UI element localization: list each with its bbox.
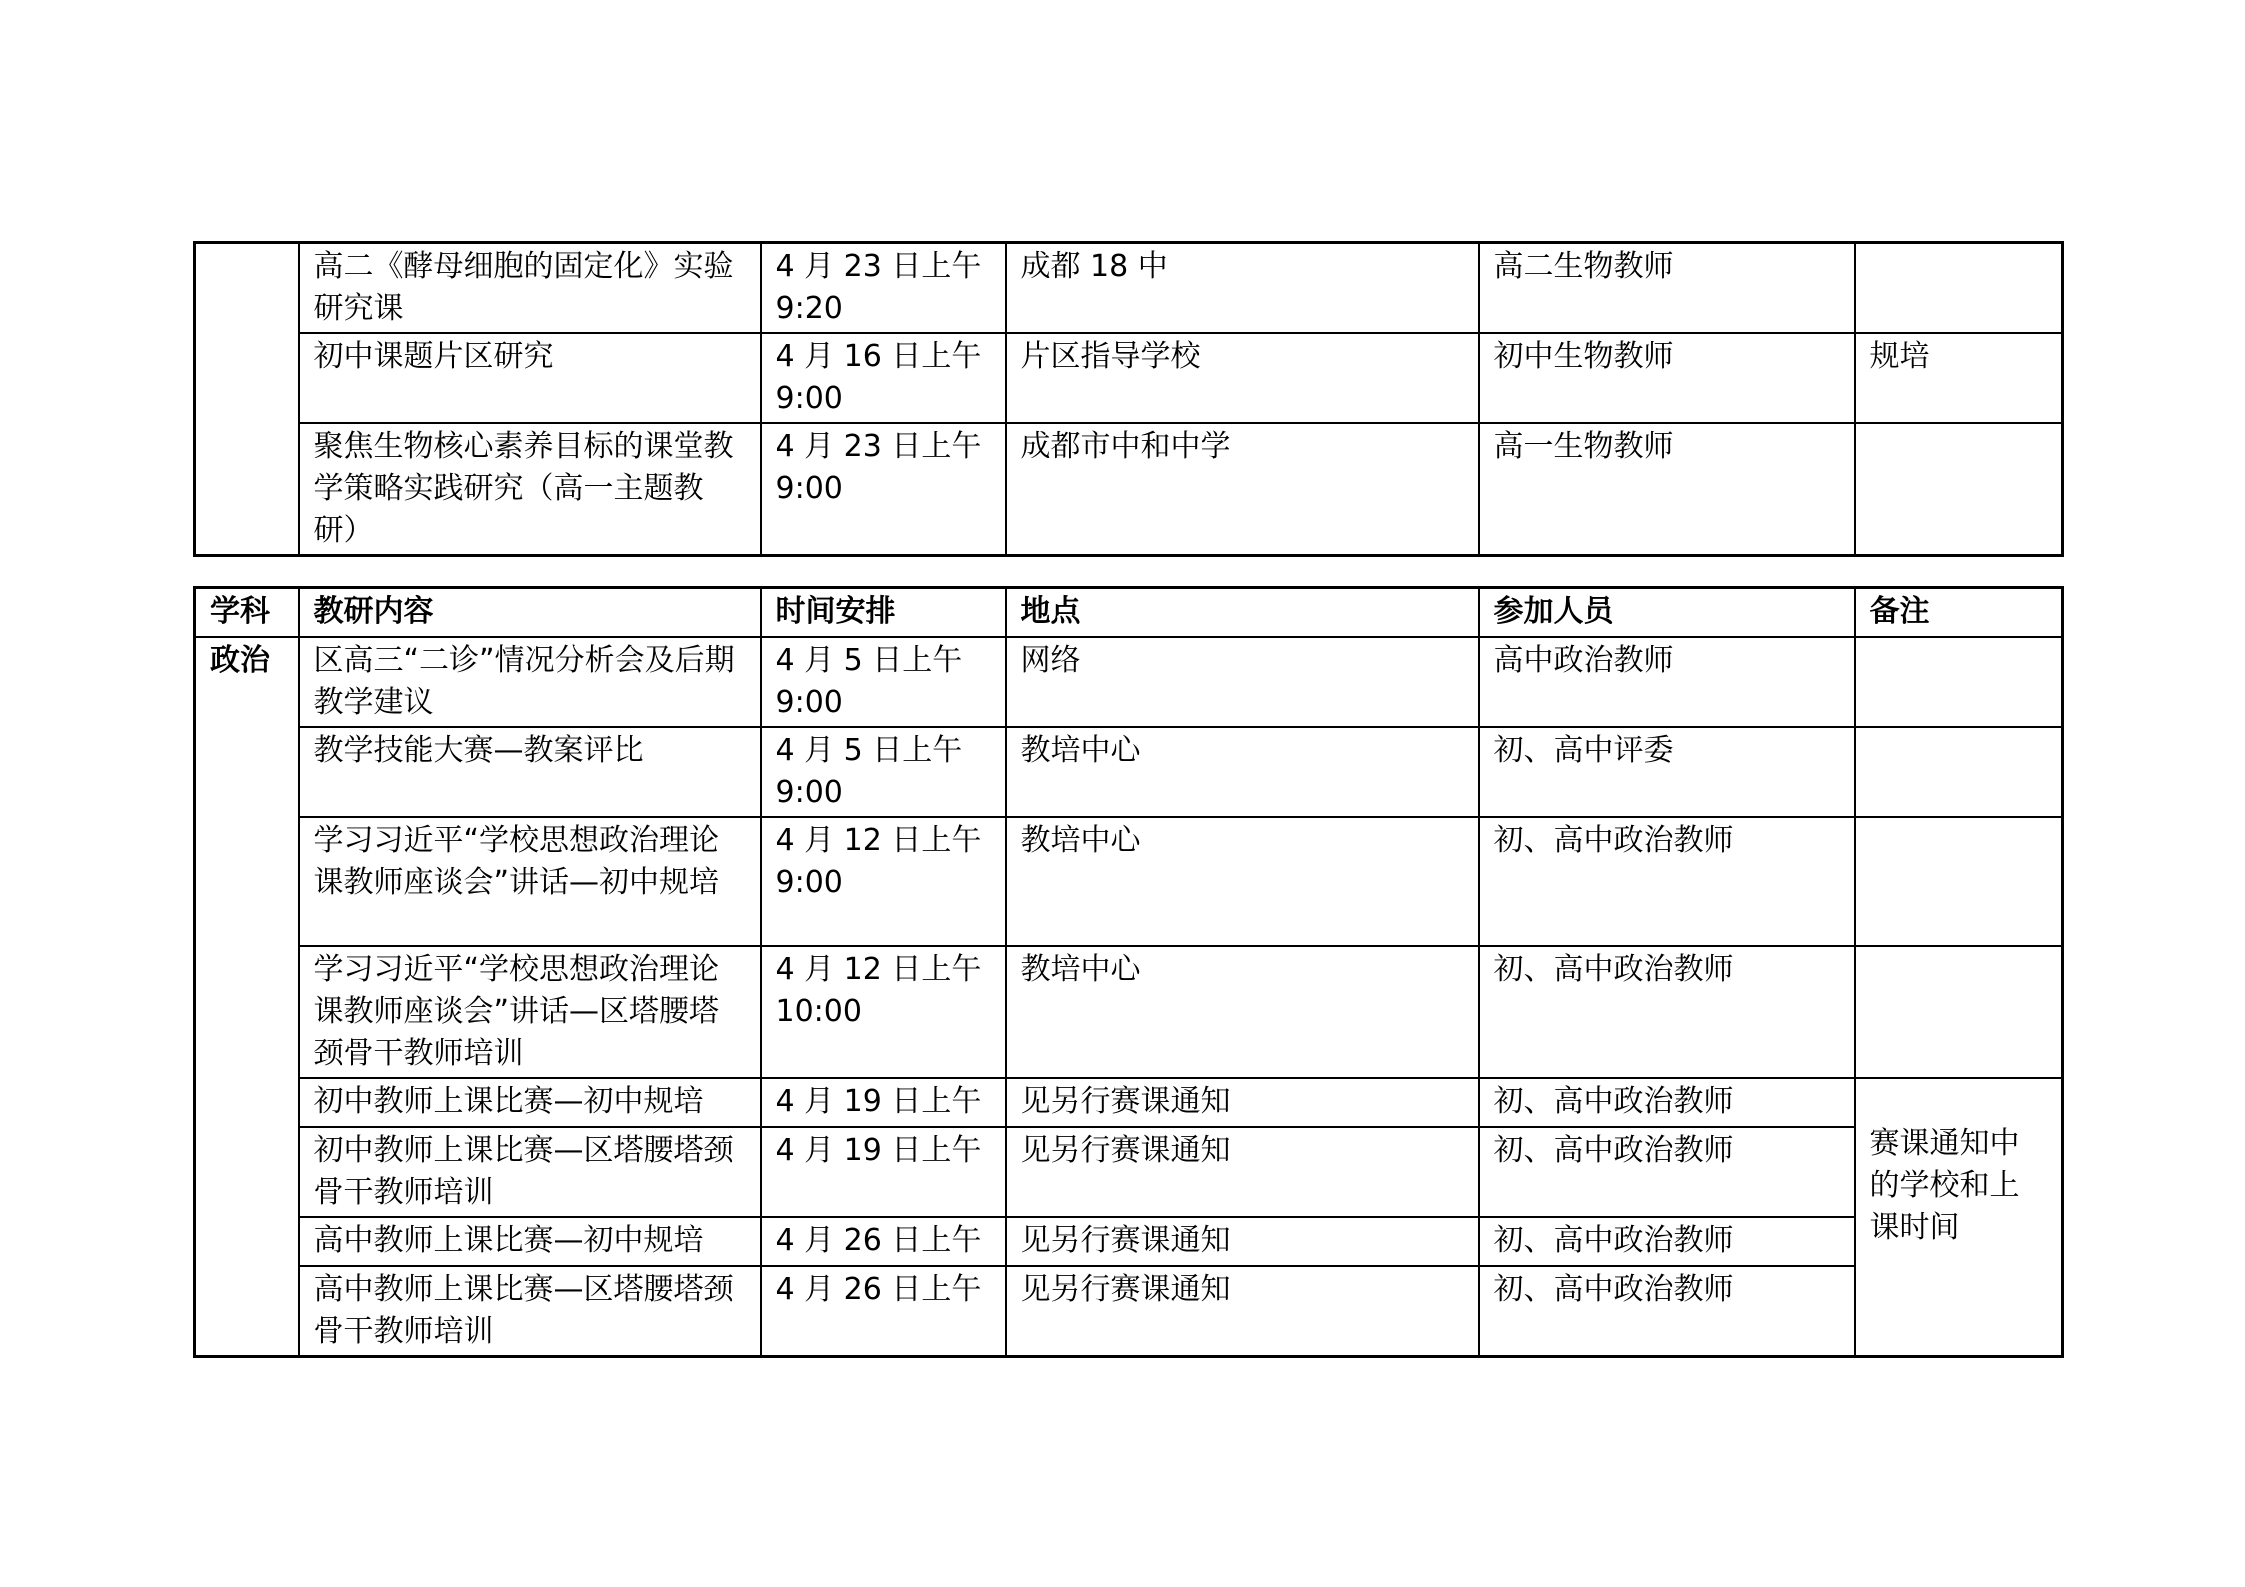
note-cell [1855,243,2063,334]
time-cell: 4 月 5 日上午 9:00 [761,727,1006,817]
participants-cell: 初、高中政治教师 [1479,1078,1855,1127]
location-cell: 见另行赛课通知 [1006,1127,1479,1217]
location-cell: 成都 18 中 [1006,243,1479,334]
table-row [195,333,2063,423]
header-time: 时间安排 [761,588,1006,637]
participants-cell: 初中生物教师 [1479,333,1855,423]
note-cell [1855,423,2063,556]
schedule-table-biology [193,241,2064,557]
header-note: 备注 [1855,588,2063,637]
content-cell: 高中教师上课比赛—初中规培 [299,1217,761,1266]
table-header-row [195,588,2063,637]
table-row [195,423,2063,556]
participants-cell: 高二生物教师 [1479,243,1855,334]
location-cell: 片区指导学校 [1006,333,1479,423]
note-cell [1855,637,2063,727]
subject-cell: 政治 [195,637,299,1357]
location-cell: 见另行赛课通知 [1006,1078,1479,1127]
merged-note-cell: 赛课通知中的学校和上课时间 [1855,1078,2063,1357]
participants-cell: 高一生物教师 [1479,423,1855,556]
table-row [195,243,2063,334]
table-row [195,727,2063,817]
header-participants: 参加人员 [1479,588,1855,637]
time-cell: 4 月 23 日上午 9:20 [761,243,1006,334]
content-cell: 学习习近平“学校思想政治理论课教师座谈会”讲话—区塔腰塔颈骨干教师培训 [299,946,761,1078]
header-subject: 学科 [195,588,299,637]
time-cell: 4 月 5 日上午 9:00 [761,637,1006,727]
content-cell: 高中教师上课比赛—区塔腰塔颈骨干教师培训 [299,1266,761,1357]
time-cell: 4 月 16 日上午 9:00 [761,333,1006,423]
location-cell: 见另行赛课通知 [1006,1217,1479,1266]
note-cell [1855,817,2063,946]
participants-cell: 初、高中评委 [1479,727,1855,817]
time-cell: 4 月 12 日上午 9:00 [761,817,1006,946]
time-cell: 4 月 26 日上午 [761,1217,1006,1266]
table-row [195,637,2063,727]
participants-cell: 初、高中政治教师 [1479,946,1855,1078]
location-cell: 教培中心 [1006,817,1479,946]
content-cell: 教学技能大赛—教案评比 [299,727,761,817]
content-cell: 初中教师上课比赛—初中规培 [299,1078,761,1127]
time-cell: 4 月 23 日上午 9:00 [761,423,1006,556]
table-row [195,946,2063,1078]
participants-cell: 高中政治教师 [1479,637,1855,727]
schedule-table-politics [193,586,2064,1358]
note-cell: 规培 [1855,333,2063,423]
note-cell [1855,727,2063,817]
note-cell [1855,946,2063,1078]
participants-cell: 初、高中政治教师 [1479,1127,1855,1217]
location-cell: 教培中心 [1006,727,1479,817]
content-cell: 高二《酵母细胞的固定化》实验研究课 [299,243,761,334]
table-row [195,1266,2063,1357]
location-cell: 成都市中和中学 [1006,423,1479,556]
header-location: 地点 [1006,588,1479,637]
time-cell: 4 月 19 日上午 [761,1078,1006,1127]
table-row [195,1217,2063,1266]
table-row [195,1078,2063,1127]
time-cell: 4 月 19 日上午 [761,1127,1006,1217]
content-cell: 初中课题片区研究 [299,333,761,423]
table-row [195,1127,2063,1217]
table-row [195,817,2063,946]
participants-cell: 初、高中政治教师 [1479,1217,1855,1266]
location-cell: 网络 [1006,637,1479,727]
participants-cell: 初、高中政治教师 [1479,817,1855,946]
header-content: 教研内容 [299,588,761,637]
location-cell: 见另行赛课通知 [1006,1266,1479,1357]
content-cell: 初中教师上课比赛—区塔腰塔颈骨干教师培训 [299,1127,761,1217]
content-cell: 学习习近平“学校思想政治理论课教师座谈会”讲话—初中规培 [299,817,761,946]
subject-cell [195,243,299,556]
location-cell: 教培中心 [1006,946,1479,1078]
content-cell: 区高三“二诊”情况分析会及后期教学建议 [299,637,761,727]
content-cell: 聚焦生物核心素养目标的课堂教学策略实践研究（高一主题教研） [299,423,761,556]
time-cell: 4 月 12 日上午 10:00 [761,946,1006,1078]
participants-cell: 初、高中政治教师 [1479,1266,1855,1357]
time-cell: 4 月 26 日上午 [761,1266,1006,1357]
